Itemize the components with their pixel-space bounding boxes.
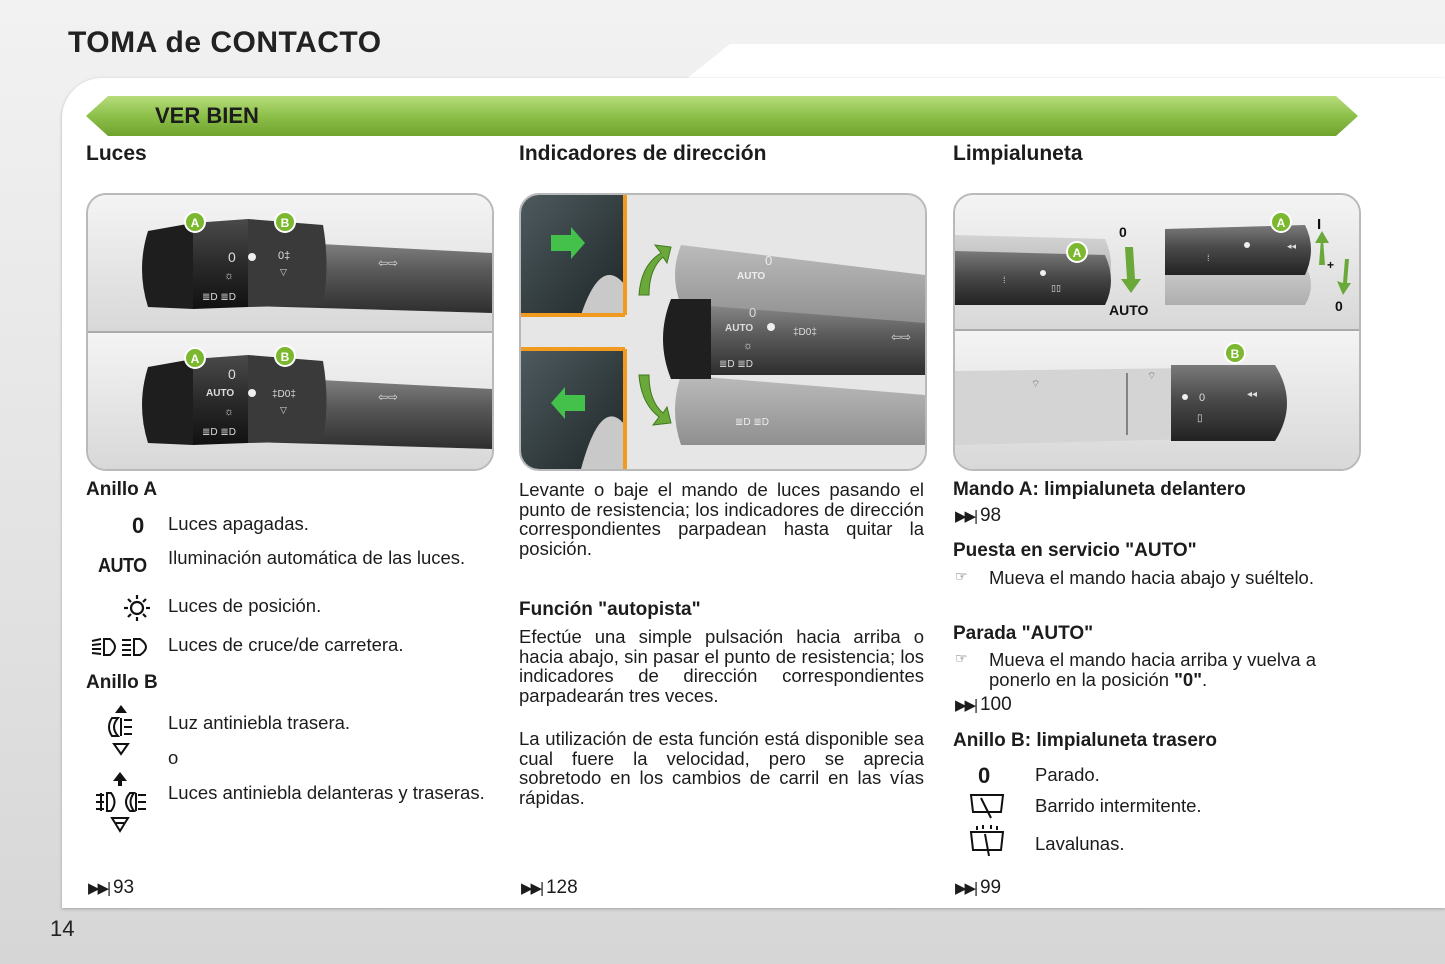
svg-text:▽: ▽	[280, 267, 287, 277]
svg-text:⇦⇨: ⇦⇨	[891, 330, 912, 344]
indicadores-page-ref[interactable]: ▶▶| 128	[521, 877, 578, 898]
page-ref-icon: ▶▶|	[955, 880, 976, 897]
front-rear-foglamp-icon	[94, 771, 150, 842]
limpialuneta-figure	[953, 193, 1361, 471]
svg-text:≣D ≣D: ≣D ≣D	[735, 417, 769, 428]
section-banner	[86, 96, 1358, 136]
svg-text:A: A	[190, 216, 200, 230]
svg-text:AUTO: AUTO	[737, 271, 766, 282]
indicadores-paragraph-2: Efectúe una simple pulsación hacia arriba o hacia abajo, sin pasar el punto de resistencia; los indicadores de dirección correspondientes parpadearán tres veces.	[519, 626, 924, 706]
svg-text:0: 0	[1119, 224, 1127, 240]
indicadores-paragraph-3: La utilización de esta función está disponible sea cual fuere la velocidad, pero se aprecia sobretodo en los cambios de carril en las vías rápidas.	[519, 728, 924, 808]
dashboard-top-inset	[521, 195, 625, 315]
svg-text:≣D ≣D: ≣D ≣D	[202, 427, 236, 438]
ring-a-item-beams: Luces de cruce/de carretera.	[168, 634, 404, 655]
ring-b-badge-bottom	[275, 346, 295, 366]
ring-a-item-off: Luces apagadas.	[168, 513, 309, 534]
svg-text:0: 0	[1335, 298, 1343, 314]
dashboard-bottom-inset	[521, 349, 625, 469]
auto-on-text: Mueva el mando hacia abajo y suéltelo.	[989, 567, 1314, 588]
page-number: 14	[50, 916, 75, 941]
ring-a-badge	[185, 212, 205, 232]
ring-b-rear-title: Anillo B: limpialuneta trasero	[953, 730, 1217, 751]
svg-text:☼: ☼	[743, 340, 754, 352]
column-title-limpialuneta: Limpialuneta	[953, 142, 1083, 165]
mando-a-title: Mando A: limpialuneta delantero	[953, 479, 1246, 500]
ring-b-item-front-rear-fog: Luces antiniebla delanteras y traseras.	[168, 782, 485, 803]
dipped-main-beam-icon	[90, 636, 154, 663]
svg-text:AUTO: AUTO	[725, 323, 754, 334]
svg-text:☼: ☼	[224, 270, 235, 282]
svg-text:+: +	[1327, 258, 1335, 272]
svg-text:A: A	[1072, 246, 1082, 260]
page-ref-icon: ▶▶|	[88, 880, 109, 897]
auto-off-text: Mueva el mando hacia arriba y vuelva a ponerlo en la posición "0".	[989, 649, 1317, 690]
svg-text:A: A	[1276, 216, 1286, 230]
svg-text:I: I	[1317, 216, 1322, 233]
rear-wiper-stalk	[955, 365, 1287, 445]
svg-text:AUTO: AUTO	[1109, 302, 1149, 318]
svg-text:‡D0‡: ‡D0‡	[272, 389, 296, 400]
svg-text:B: B	[280, 350, 290, 364]
zero-icon: 0	[132, 513, 145, 538]
svg-text:≣D ≣D: ≣D ≣D	[719, 359, 753, 370]
position-lights-icon	[122, 594, 152, 627]
svg-text:≣D ≣D: ≣D ≣D	[202, 292, 236, 303]
rear-washer: Lavalunas.	[1035, 833, 1125, 854]
svg-text:B: B	[280, 216, 290, 230]
svg-text:0‡: 0‡	[278, 250, 291, 262]
zero-icon: 0	[978, 763, 991, 788]
page-ref-icon: ▶▶|	[955, 508, 976, 525]
svg-text:⇦⇨: ⇦⇨	[378, 256, 399, 270]
indicadores-paragraph-1: Levante o baje el mando de luces pasando el punto de resistencia; los indicadores de dirección correspondientes parpadean hasta quitar la posición.	[519, 479, 924, 559]
auto-on-title: Puesta en servicio "AUTO"	[953, 540, 1197, 561]
ring-a-badge-bottom	[185, 348, 205, 368]
mando-a-badge	[1067, 242, 1087, 262]
svg-text:⌔: ⌔	[1031, 379, 1041, 390]
indicadores-figure	[519, 193, 927, 471]
washer-icon	[969, 824, 1005, 863]
auto-off-page-ref[interactable]: ▶▶| 100	[955, 694, 1012, 715]
svg-text:0: 0	[228, 366, 236, 382]
ring-a-title: Anillo A	[86, 479, 158, 500]
ring-a-item-position: Luces de posición.	[168, 595, 322, 616]
column-title-luces: Luces	[86, 142, 147, 165]
page-title: TOMA de CONTACTO	[68, 26, 382, 59]
svg-text:A: A	[190, 352, 200, 366]
page-ref-icon: ▶▶|	[955, 697, 976, 714]
ring-a-item-auto: Iluminación automática de las luces.	[168, 547, 466, 568]
auto-icon: AUTO	[98, 553, 147, 577]
auto-off-title: Parada "AUTO"	[953, 623, 1094, 644]
svg-text:⌔: ⌔	[1147, 371, 1157, 382]
intermittent-wipe-icon	[969, 792, 1005, 825]
luces-figure	[86, 193, 494, 471]
svg-text:0: 0	[1199, 392, 1206, 404]
ring-b-badge-rear	[1225, 343, 1245, 363]
ring-b-item-rear-fog: Luz antiniebla trasera.	[168, 712, 351, 733]
pointing-hand-icon: ☞	[955, 650, 968, 666]
luces-page-ref[interactable]: ▶▶| 93	[88, 877, 135, 898]
limpialuneta-page-ref[interactable]: ▶▶| 99	[955, 877, 1002, 898]
section-banner-title: VER BIEN	[155, 103, 259, 128]
wiper-stalk-left	[955, 235, 1111, 305]
svg-text:☼: ☼	[224, 406, 235, 418]
svg-text:▽: ▽	[280, 405, 287, 415]
rear-foglamp-icon	[106, 704, 136, 761]
svg-text:◂◂: ◂◂	[1247, 389, 1258, 400]
svg-text:▯▯: ▯▯	[1051, 283, 1061, 293]
svg-text:0: 0	[765, 253, 773, 268]
svg-text:‡D0‡: ‡D0‡	[793, 327, 817, 338]
ring-b-badge	[275, 212, 295, 232]
svg-text:⁞: ⁞	[1003, 275, 1006, 285]
pointing-hand-icon: ☞	[955, 568, 968, 584]
svg-text:0: 0	[228, 249, 236, 265]
ring-b-title: Anillo B	[86, 672, 158, 693]
rear-wiper-intermittent: Barrido intermitente.	[1035, 795, 1202, 816]
wiper-stalk-right	[1165, 225, 1311, 305]
svg-text:AUTO: AUTO	[206, 388, 235, 399]
page-ref-icon: ▶▶|	[521, 880, 542, 897]
svg-text:B: B	[1230, 347, 1240, 361]
ring-b-item-or: o	[168, 747, 179, 768]
mando-a-badge-right	[1271, 212, 1291, 232]
autopista-title: Función "autopista"	[519, 599, 701, 620]
svg-text:⁞: ⁞	[1207, 253, 1210, 263]
rear-wiper-off: Parado.	[1035, 764, 1100, 785]
svg-text:0: 0	[749, 305, 757, 320]
svg-text:⇦⇨: ⇦⇨	[378, 390, 399, 404]
svg-text:▯: ▯	[1197, 413, 1203, 424]
svg-text:◂◂: ◂◂	[1287, 241, 1297, 251]
mando-a-page-ref[interactable]: ▶▶| 98	[955, 505, 1002, 526]
column-title-indicadores: Indicadores de dirección	[519, 142, 767, 165]
